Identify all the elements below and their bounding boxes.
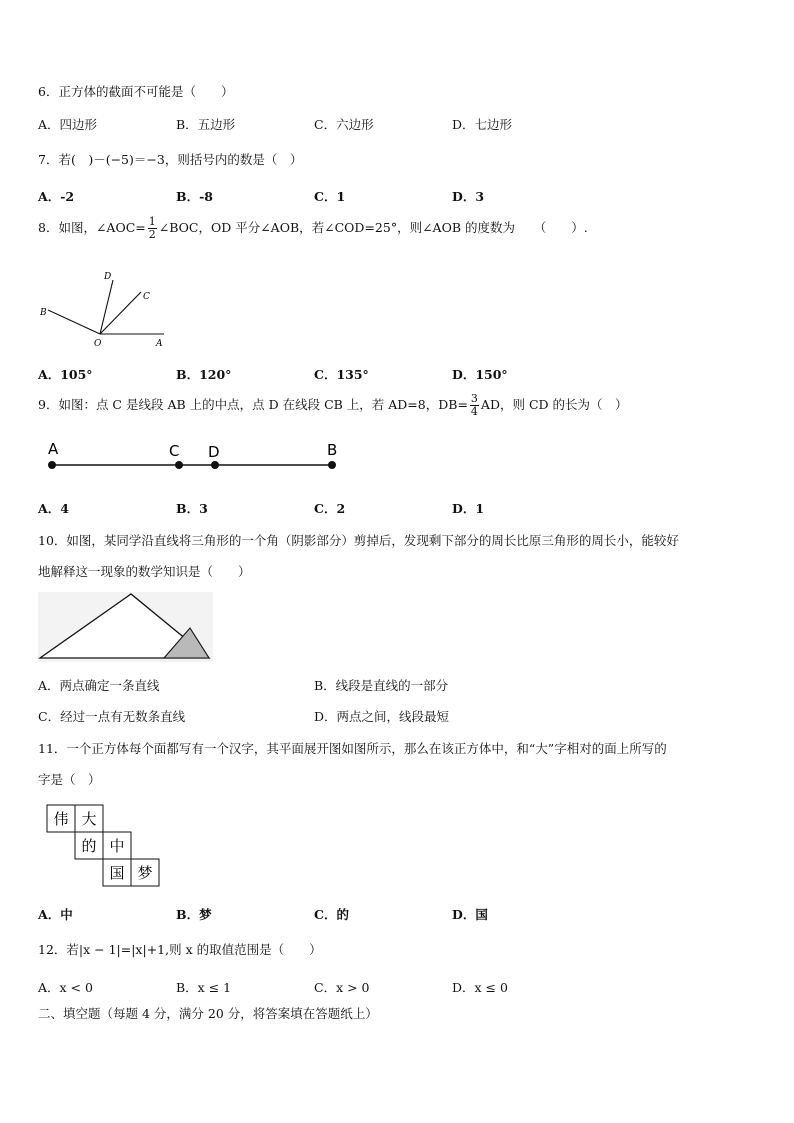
q12-stem: 12．若|x − 1|=|x|+1,则 x 的取值范围是（ ） xyxy=(38,942,322,957)
q10-option-d: D．两点之间，线段最短 xyxy=(314,709,450,724)
q9-option-a: A．4 xyxy=(38,501,69,516)
q11-net-cell-3: 的 xyxy=(81,837,97,855)
q12-option-c: C．x > 0 xyxy=(314,980,370,995)
q12-option-a: A．x < 0 xyxy=(38,980,93,995)
q8-stem-start: 8．如图，∠AOC= xyxy=(38,220,146,235)
q11-net-cell-6: 梦 xyxy=(137,864,153,882)
q9-label-c: C xyxy=(169,442,180,460)
q11-cube-net xyxy=(46,804,166,888)
q8-label-o: O xyxy=(94,339,102,348)
q8-angle-figure xyxy=(36,268,176,348)
q7-option-c: C．1 xyxy=(314,189,346,204)
q8-label-c: C xyxy=(143,292,150,302)
q8-stem-end: ∠BOC，OD 平分∠AOB，若∠COD=25°，则∠AOB 的度数为 （ ）. xyxy=(158,220,588,235)
section2-title: 二、填空题（每题 4 分，满分 20 分，将答案填在答题纸上） xyxy=(38,1006,378,1021)
q6-option-a: A．四边形 xyxy=(38,117,98,132)
q12-option-d: D．x ≤ 0 xyxy=(452,980,508,995)
q6-option-b: B．五边形 xyxy=(176,117,236,132)
q11-stem-line1: 11．一个正方体每个面都写有一个汉字，其平面展开图如图所示，那么在该正方体中，和“大”字相对的面上所写的 xyxy=(38,741,667,756)
q11-net-cell-4: 中 xyxy=(109,837,125,855)
q8-frac-num: 1 xyxy=(148,215,156,228)
q9-label-a: A xyxy=(48,440,59,458)
q9-label-d: D xyxy=(208,443,220,461)
q9-frac-den: 4 xyxy=(470,405,478,418)
q10-option-a: A．两点确定一条直线 xyxy=(38,678,160,693)
q8-stem xyxy=(38,216,588,241)
q11-net-cell-1: 伟 xyxy=(53,810,69,828)
q11-option-a: A．中 xyxy=(38,907,73,922)
q8-frac-den: 2 xyxy=(148,228,156,241)
q9-frac-num: 3 xyxy=(470,392,478,405)
q6-option-c: C．六边形 xyxy=(314,117,374,132)
q9-stem-start: 9．如图：点 C 是线段 AB 上的中点，点 D 在线段 CB 上，若 AD=8，DB= xyxy=(38,397,468,412)
q11-option-b: B．梦 xyxy=(176,907,212,922)
q10-stem-line2: 地解释这一现象的数学知识是（ ） xyxy=(38,564,251,579)
q9-label-b: B xyxy=(327,441,338,459)
q9-stem-end: AD，则 CD 的长为（ ） xyxy=(480,397,628,412)
q11-net-cell-2: 大 xyxy=(81,810,97,828)
q10-triangle-figure xyxy=(38,592,213,662)
q8-option-b: B．120° xyxy=(176,367,232,382)
q8-fraction xyxy=(148,216,157,241)
q10-option-b: B．线段是直线的一部分 xyxy=(314,678,449,693)
q7-stem-equation: 7．若( )－(−5)＝−3 xyxy=(38,152,165,167)
q7-stem-text: ，则括号内的数是（ ） xyxy=(164,152,303,167)
q12-option-b: B．x ≤ 1 xyxy=(176,980,232,995)
q7-stem xyxy=(38,150,302,168)
q8-option-a: A．105° xyxy=(38,367,93,382)
q9-stem xyxy=(38,393,628,418)
q8-option-c: C．135° xyxy=(314,367,369,382)
q7-option-b: B．-8 xyxy=(176,189,213,204)
q11-option-c: C．的 xyxy=(314,907,349,922)
q11-option-d: D．国 xyxy=(452,907,488,922)
q6-stem: 6．正方体的截面不可能是（ ） xyxy=(38,84,234,99)
q7-option-d: D．3 xyxy=(452,189,485,204)
q8-option-d: D．150° xyxy=(452,367,508,382)
q9-option-c: C．2 xyxy=(314,501,346,516)
q8-label-a: A xyxy=(156,339,163,348)
q10-stem-line1: 10．如图，某同学沿直线将三角形的一个角（阴影部分）剪掉后，发现剩下部分的周长比原三角形的周长小，能较好 xyxy=(38,533,679,548)
q7-option-a: A．-2 xyxy=(38,189,75,204)
q10-option-c: C．经过一点有无数条直线 xyxy=(38,709,186,724)
q9-option-d: D．1 xyxy=(452,501,485,516)
q9-segment-figure xyxy=(42,436,352,481)
q6-option-d: D．七边形 xyxy=(452,117,513,132)
q11-net-cell-5: 国 xyxy=(109,864,125,882)
q9-option-b: B．3 xyxy=(176,501,208,516)
q11-stem-line2: 字是（ ） xyxy=(38,772,101,787)
q9-fraction xyxy=(470,393,479,418)
q8-label-d: D xyxy=(104,272,112,282)
q8-label-b: B xyxy=(40,308,47,318)
